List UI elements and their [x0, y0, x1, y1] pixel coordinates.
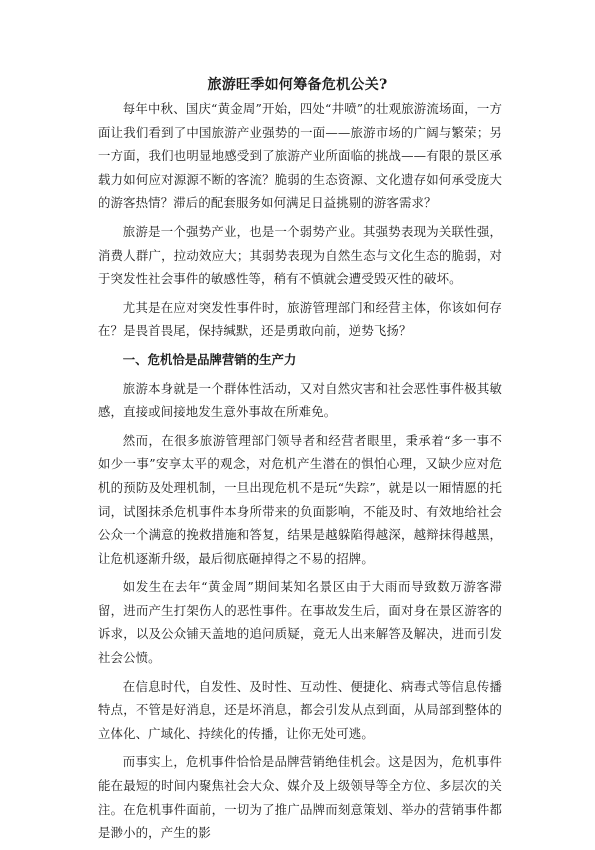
paragraph-3: 尤其是在应对突发性事件时，旅游管理部门和经营主体，你该如何存在？是畏首畏尾，保持缄默，还是勇敢向前，逆势飞扬？ [98, 299, 502, 339]
document-body [98, 97, 502, 850]
section-paragraph-4: 在信息时代，自发性、及时性、互动性、便捷化、病毒式等信息传播特点，不管是好消息，还是坏消息，都会引发从点到面，从局部到整体的立体化、广域化、持续化的传播，让你无处可逃。 [98, 678, 502, 741]
document-title: 旅游旺季如何筹备危机公关? [207, 77, 388, 93]
section-paragraph-1: 旅游本身就是一个群体性活动，又对自然灾害和社会恶性事件极其敏感，直接或间接地发生意外事故在所难免。 [98, 380, 502, 420]
section-paragraph-5: 而事实上，危机事件恰恰是品牌营销绝佳机会。这是因为，危机事件能在最短的时间内聚焦社会大众、媒介及上级领导等全方位、多层次的关注。在危机事件面前，一切为了推广品牌而刻意策划、举办的营销事件都是渺小的，产生的影 [98, 754, 502, 841]
section-heading: 一、危机恰是品牌营销的生产力 [122, 351, 297, 367]
paragraph-2: 旅游是一个强势产业，也是一个弱势产业。其强势表现为关联性强，消费人群广，拉动效应大；其弱势表现为自然生态与文化生态的脆弱，对于突发性社会事件的敏感性等，稍有不慎就会遭受毁灭性的破坏。 [98, 223, 502, 287]
paragraph-1: 每年中秋、国庆“黄金周”开始，四处“井喷”的壮观旅游流场面，一方面让我们看到了中国旅游产业强势的一面——旅游市场的广阔与繁荣；另一方面，我们也明显地感受到了旅游产业所面临的挑战——有限的景区承载力如何应对源源不断的客流？脆弱的生态资源、文化遗存如何承受庞大的游客热情？滞后的配套服务如何满足日益挑剔的游客需求？ [98, 101, 502, 211]
section-paragraph-3: 如发生在去年“黄金周”期间某知名景区由于大雨而导致数万游客滞留，进而产生打架伤人的恶性事件。在事故发生后，面对身在景区游客的诉求，以及公众铺天盖地的追问质疑，竟无人出来解答及解决，进而引发社会公愤。 [98, 579, 502, 666]
section-paragraph-2: 然而，在很多旅游管理部门领导者和经营者眼里，秉承着“多一事不如少一事”安享太平的观念，对危机产生潜在的惧怕心理，又缺少应对危机的预防及处理机制，一旦出现危机不是玩“失踪”，就是以一厢情愿的托词，试图抹杀危机事件本身所带来的负面影响，不能及时、有效地给社会公众一个满意的挽救措施和答复，结果是越躲陷得越深，越辩抹得越黑，让危机逐渐升级，最后彻底砸掉得之不易的招牌。 [98, 432, 502, 566]
